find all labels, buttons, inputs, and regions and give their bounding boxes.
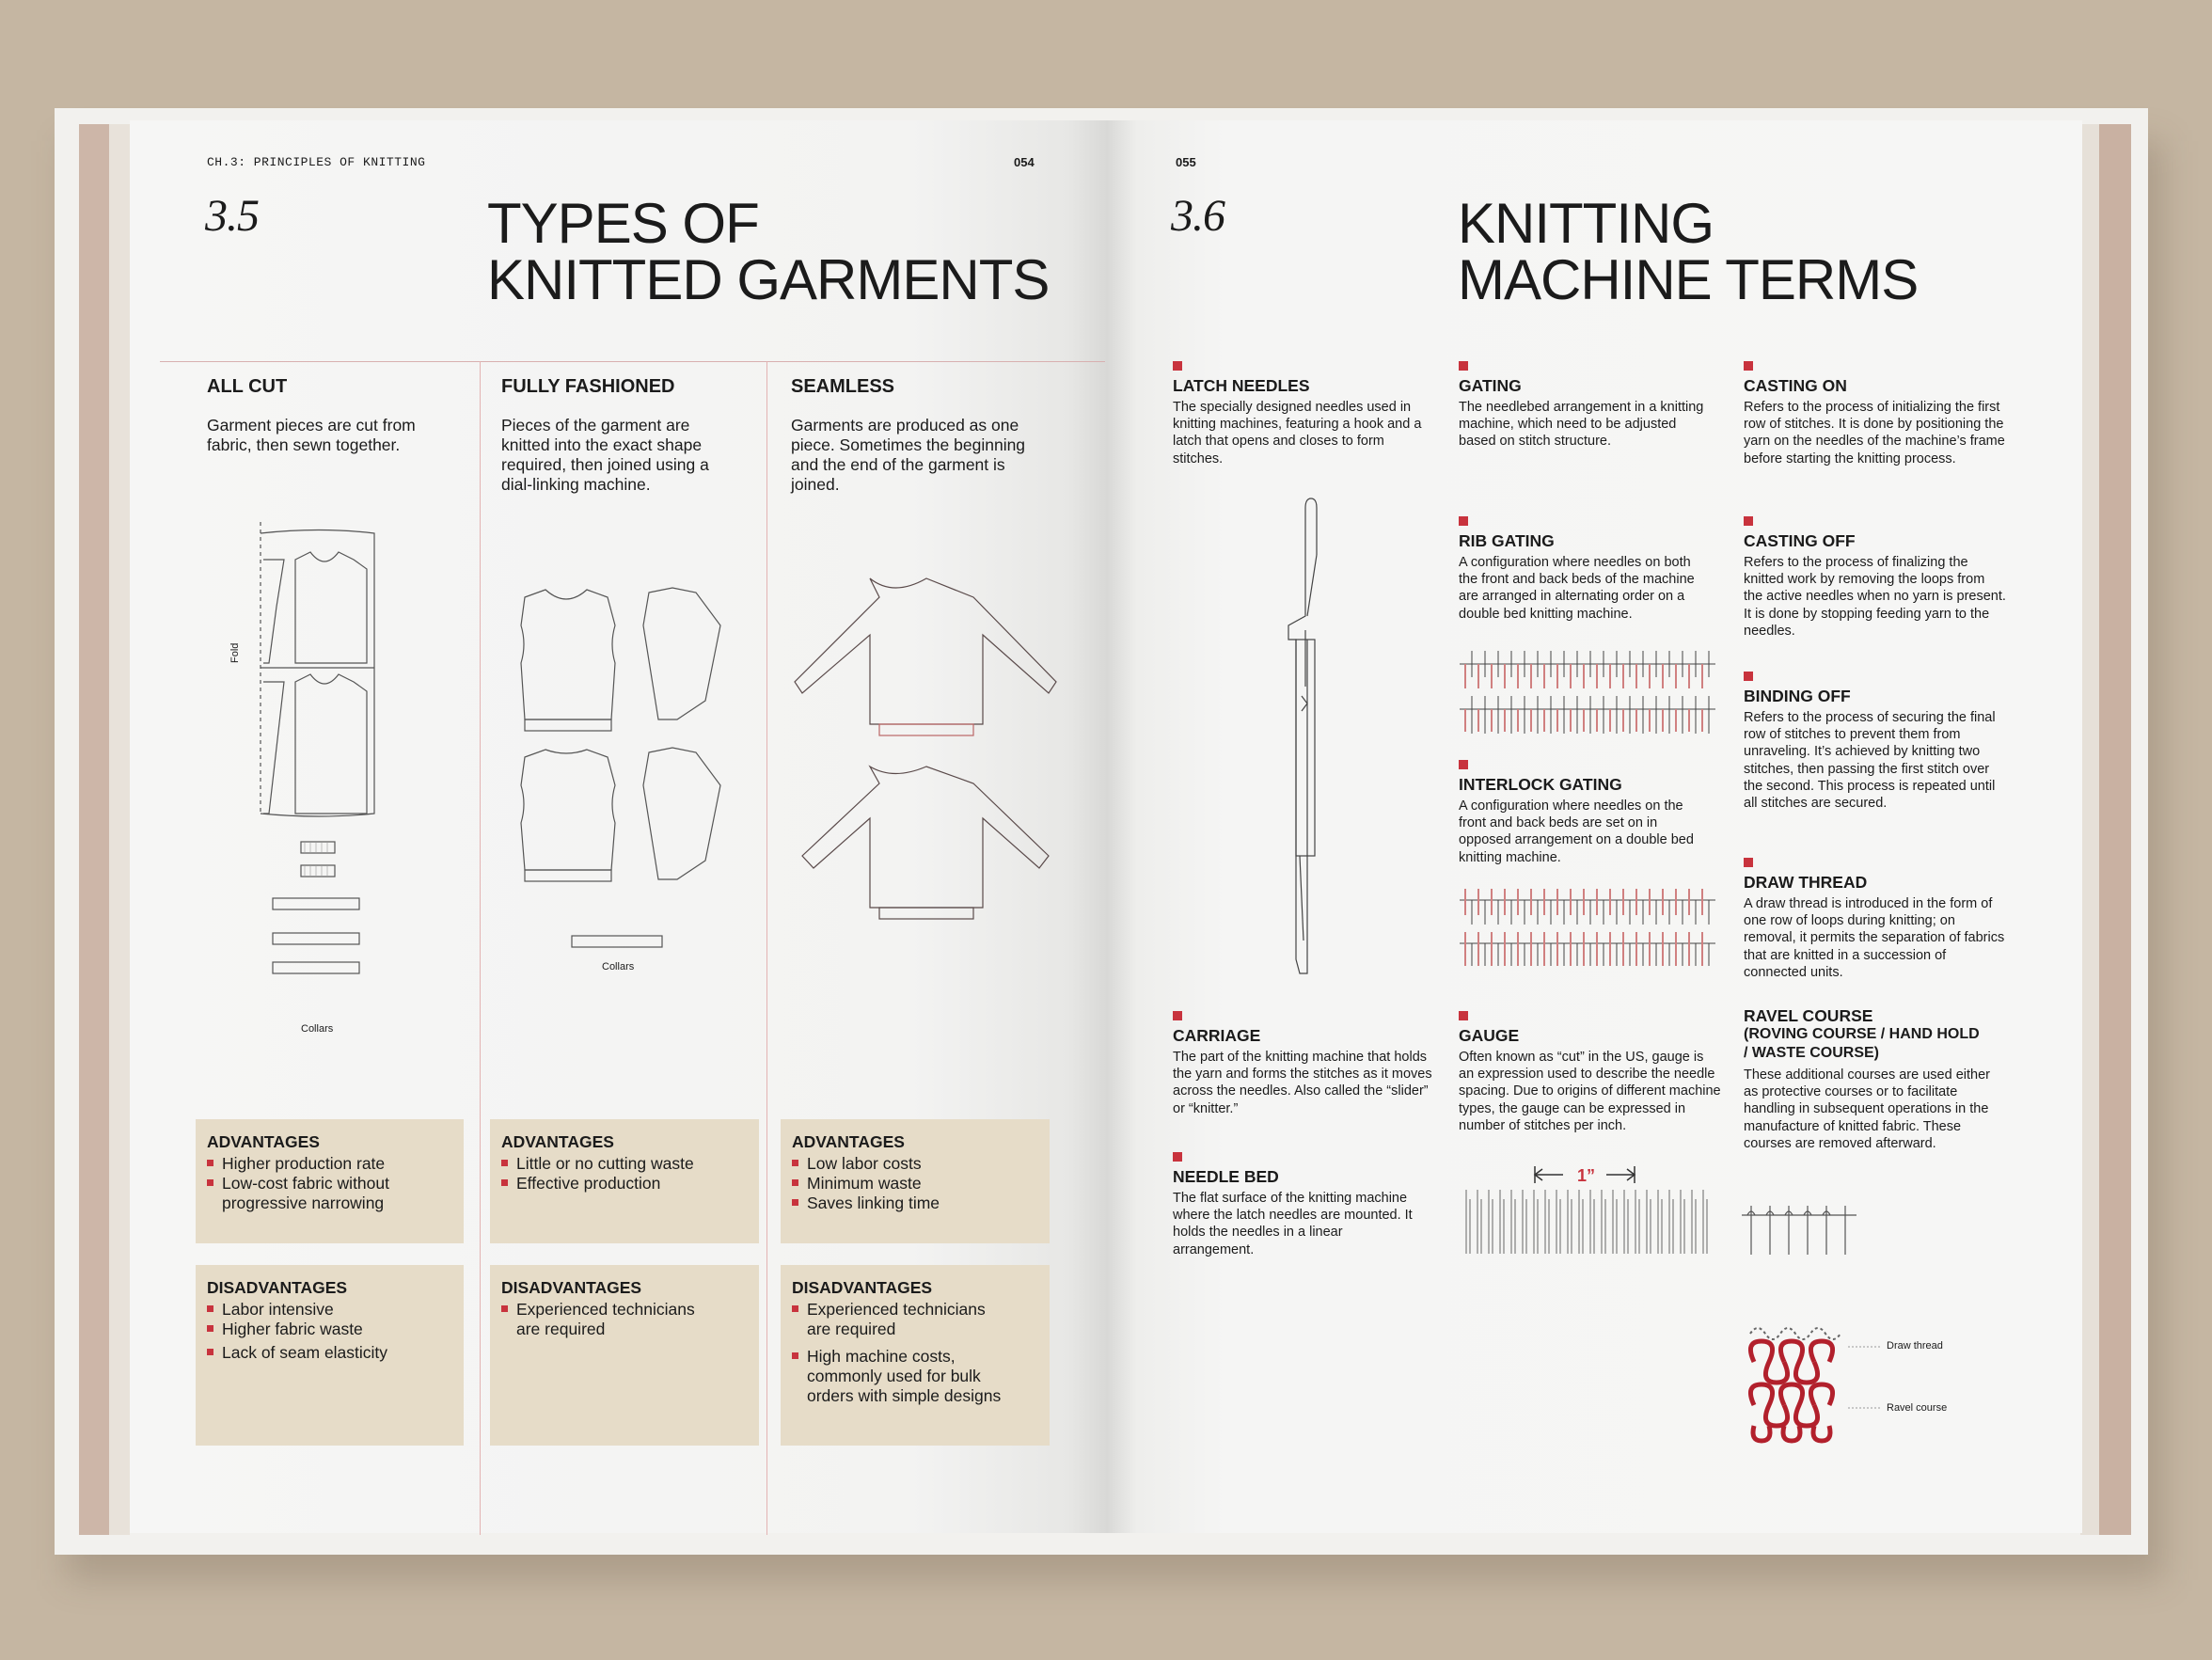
term-text: Refers to the process of finalizing the knitted work by removing the loops from the active needles when no yarn is present. It is done by stopping feeding yarn to the needles. (1744, 555, 2006, 639)
column-heading-all-cut: ALL CUT (207, 376, 288, 397)
term-interlock-gating (1459, 760, 1713, 866)
term-text: A configuration where needles on the front and back beds are set on in opposed arrangement on a double bed knitting machine. (1459, 798, 1694, 865)
term-title: LATCH NEEDLES (1173, 376, 1310, 395)
term-title-2: (ROVING COURSE / HAND HOLD (1744, 1026, 1980, 1042)
term-title: RIB GATING (1459, 531, 1555, 550)
term-text: The specially designed needles used in knitting machines, featuring a hook and a latch that opens and closes to form stitches. (1173, 400, 1422, 466)
term-binding-off (1744, 672, 2007, 812)
disadvantages-box-seamless (781, 1265, 1050, 1446)
column-text-seamless: Garments are produced as one piece. Sometimes the beginning and the end of the garment is joined. (791, 416, 1026, 494)
list-item: Higher production rate (207, 1154, 442, 1174)
term-text: A configuration where needles on both the front and back beds of the machine are arranged in alternating order on a double bed knitting machine. (1459, 555, 1695, 622)
disadvantages-heading: DISADVANTAGES (501, 1278, 642, 1297)
seamless-diagram (795, 569, 1058, 926)
term-marker (1173, 1011, 1182, 1020)
advantages-box-all-cut (196, 1119, 464, 1243)
column-divider-1 (480, 361, 481, 1535)
fully-fashioned-diagram (508, 588, 734, 964)
term-title: INTERLOCK GATING (1459, 775, 1622, 794)
column-text-all-cut: Garment pieces are cut from fabric, then sewn together. (207, 416, 416, 454)
term-title: NEEDLE BED (1173, 1167, 1279, 1186)
term-title: BINDING OFF (1744, 687, 1851, 705)
collars-label-all-cut: Collars (301, 1023, 334, 1035)
title-line-1: KNITTING (1458, 192, 1714, 255)
term-title-1: RAVEL COURSE (1744, 1006, 1873, 1025)
rib-gating-diagram (1460, 651, 1715, 735)
list-item: Low labor costs (792, 1154, 1027, 1174)
disadvantages-heading: DISADVANTAGES (207, 1278, 348, 1297)
list-item: Low-cost fabric without progressive narrowing (207, 1174, 442, 1213)
section-number-left: 3.5 (205, 191, 259, 241)
term-title: CASTING OFF (1744, 531, 1856, 550)
disadvantages-heading: DISADVANTAGES (792, 1278, 933, 1297)
list-item: Experienced technicians are required (792, 1300, 1008, 1339)
term-carriage (1173, 1011, 1436, 1117)
list-item: Little or no cutting waste (501, 1154, 736, 1174)
term-marker (1744, 672, 1753, 681)
term-marker (1744, 858, 1753, 867)
page-number-left: 054 (1014, 155, 1035, 169)
term-ravel-course (1744, 1006, 2007, 1152)
ravel-leader-lines (1848, 1340, 1886, 1415)
fold-label: Fold (229, 642, 241, 663)
term-text: Often known as “cut” in the US, gauge is an expression used to describe the needle spacing. Due to origins of different machine types, the gauge can be expressed in number of stitches per inch. (1459, 1050, 1721, 1133)
title-rule (160, 361, 1105, 362)
term-marker (1173, 361, 1182, 371)
term-text: The flat surface of the knitting machine where the latch needles are mounted. It holds the needles in a linear arrangement. (1173, 1191, 1413, 1257)
term-text: Refers to the process of initializing the first row of stitches. It is done by positioning the yarn on the needles of the machine’s frame before starting the knitting process. (1744, 400, 2005, 466)
term-casting-on (1744, 361, 2007, 467)
page-edge-left-inner (109, 124, 130, 1535)
list-item: High machine costs, commonly used for bulk orders with simple designs (792, 1347, 1008, 1406)
term-text: Refers to the process of securing the final row of stitches to prevent them from unraveling. It’s achieved by knitting two stitches, then passing the first stitch over the second. This process is repeated until all stitches are secured. (1744, 710, 1996, 812)
column-heading-seamless: SEAMLESS (791, 376, 895, 397)
term-title: GATING (1459, 376, 1522, 395)
gauge-needles-diagram (1462, 1190, 1709, 1256)
term-text: These additional courses are used either as protective courses or to facilitate handling in subsequent operations in the manufacture of knitted fabric. These courses are removed afterward. (1744, 1067, 1990, 1151)
list-item: Lack of seam elasticity (207, 1343, 442, 1363)
column-text-fully-fashioned: Pieces of the garment are knitted into the exact shape required, then joined using a dial-linking machine. (501, 416, 709, 494)
term-casting-off (1744, 516, 2007, 640)
title-line-1: TYPES OF (487, 192, 759, 255)
gauge-measure-label: 1” (1577, 1166, 1596, 1185)
term-marker (1459, 361, 1468, 371)
term-text: The part of the knitting machine that holds the yarn and forms the stitches as it moves across the needles. Also called the “slider” or “knitter.” (1173, 1050, 1432, 1116)
page-edge-left (79, 124, 109, 1535)
advantages-box-seamless (781, 1119, 1050, 1243)
casting-diagram (1742, 1202, 1859, 1258)
term-marker (1459, 516, 1468, 526)
term-title-3: / WASTE COURSE) (1744, 1045, 1880, 1061)
list-item: Labor intensive (207, 1300, 442, 1320)
advantages-box-fully-fashioned (490, 1119, 759, 1243)
term-gauge (1459, 1011, 1722, 1134)
advantages-heading: ADVANTAGES (207, 1132, 320, 1151)
term-title: CARRIAGE (1173, 1026, 1261, 1045)
term-rib-gating (1459, 516, 1713, 623)
term-draw-thread (1744, 858, 2007, 981)
page-edge-right (2099, 124, 2131, 1535)
term-latch-needles (1173, 361, 1427, 467)
advantages-heading: ADVANTAGES (792, 1132, 905, 1151)
draw-thread-label: Draw thread (1887, 1340, 1943, 1352)
page-number-right: 055 (1176, 155, 1196, 169)
term-marker (1173, 1152, 1182, 1162)
column-heading-fully-fashioned: FULLY FASHIONED (501, 376, 675, 397)
page-title-left (487, 192, 1050, 311)
page-title-right (1458, 192, 1919, 311)
page-edge-right-inner (2080, 124, 2099, 1535)
term-marker (1459, 1011, 1468, 1020)
section-number-right: 3.6 (1171, 191, 1224, 241)
title-line-2: MACHINE TERMS (1458, 248, 1919, 311)
interlock-gating-diagram (1460, 889, 1715, 969)
disadvantages-box-fully-fashioned (490, 1265, 759, 1446)
ravel-course-label: Ravel course (1887, 1402, 1948, 1414)
column-divider-2 (766, 361, 767, 1535)
list-item: Higher fabric waste (207, 1320, 442, 1339)
term-marker (1744, 361, 1753, 371)
running-head: CH.3: PRINCIPLES OF KNITTING (207, 155, 426, 169)
term-title: CASTING ON (1744, 376, 1847, 395)
list-item: Minimum waste (792, 1174, 1027, 1194)
collars-label-fully-fashioned: Collars (602, 961, 635, 972)
term-marker (1744, 516, 1753, 526)
list-item: Experienced technicians are required (501, 1300, 718, 1339)
advantages-heading: ADVANTAGES (501, 1132, 614, 1151)
title-line-2: KNITTED GARMENTS (487, 248, 1050, 311)
term-marker (1459, 760, 1468, 769)
disadvantages-box-all-cut (196, 1265, 464, 1446)
term-title: GAUGE (1459, 1026, 1520, 1045)
term-title: DRAW THREAD (1744, 873, 1868, 892)
latch-needle-diagram (1279, 498, 1335, 978)
term-needle-bed (1173, 1152, 1427, 1258)
term-text: A draw thread is introduced in the form of one row of loops during knitting; on removal, it permits the separation of fabrics that are knitted in a succession of connected units. (1744, 896, 2005, 980)
ravel-course-diagram (1745, 1324, 1848, 1447)
list-item: Effective production (501, 1174, 736, 1194)
all-cut-diagram (235, 522, 386, 1030)
term-text: The needlebed arrangement in a knitting machine, which need to be adjusted based on stitch structure. (1459, 400, 1704, 450)
term-gating (1459, 361, 1713, 451)
list-item: Saves linking time (792, 1194, 1027, 1213)
